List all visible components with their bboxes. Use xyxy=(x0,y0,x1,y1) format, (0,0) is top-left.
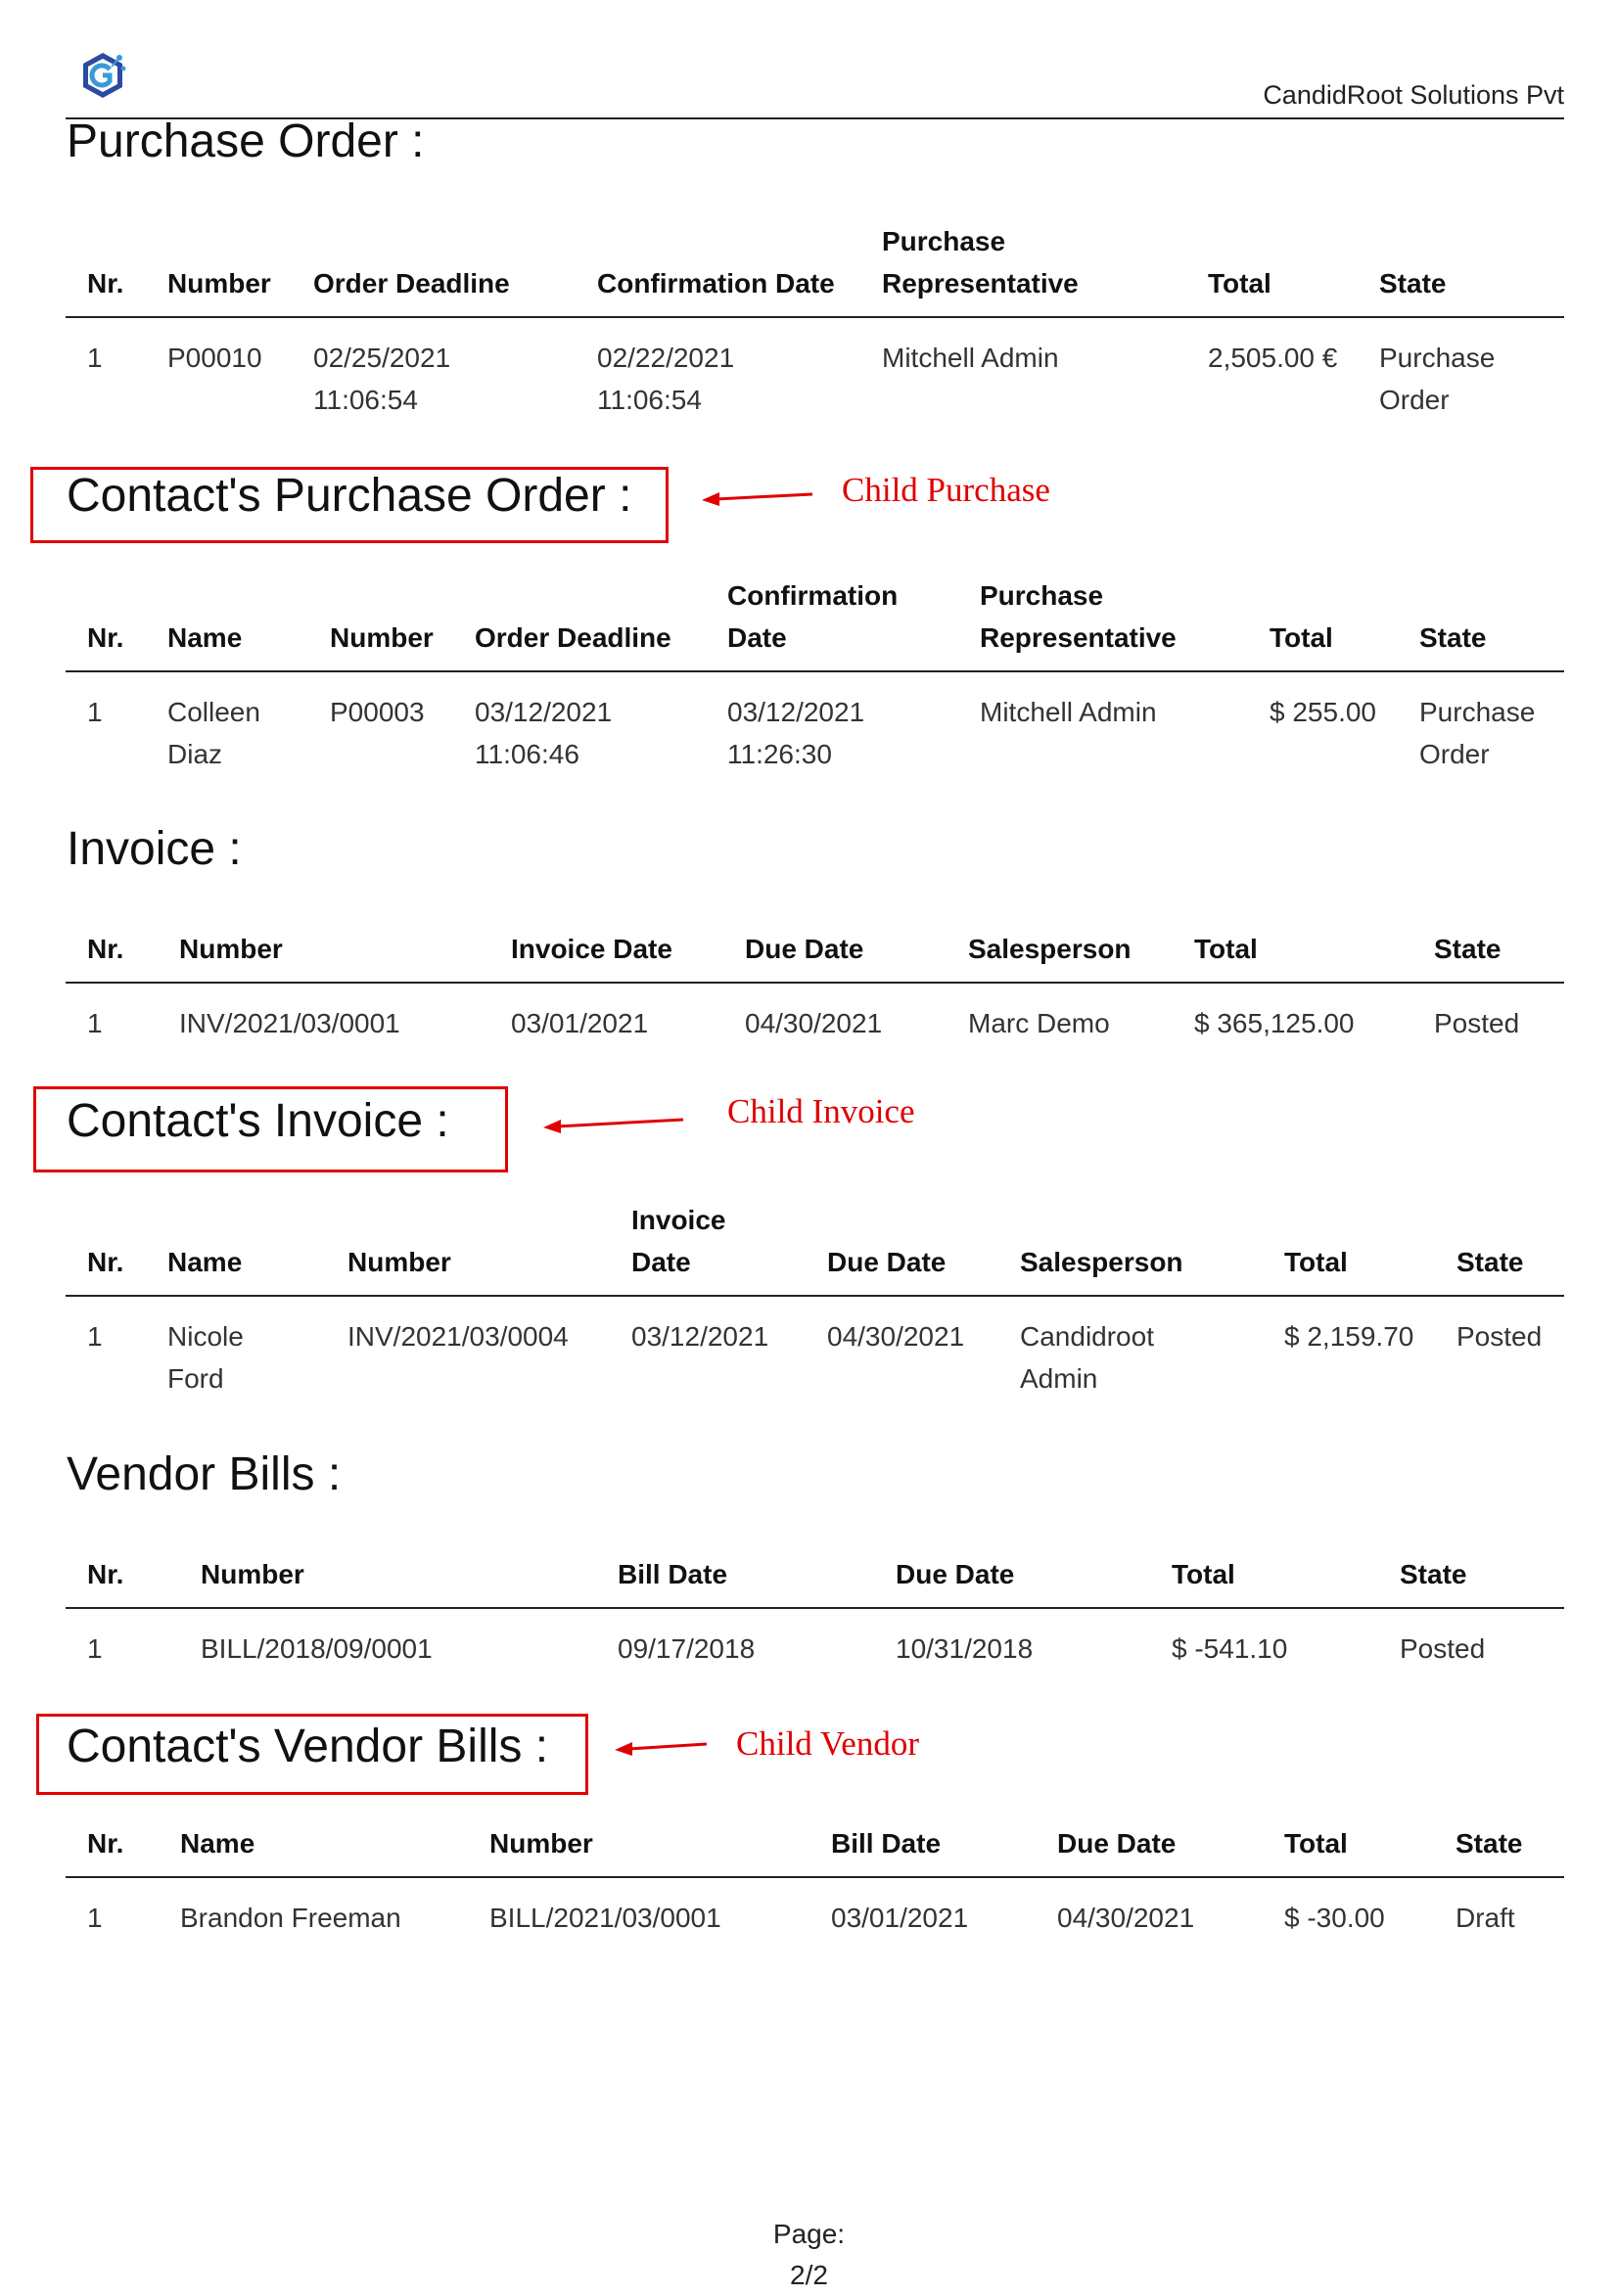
table-cell: $ 255.00 xyxy=(1270,697,1376,727)
table-row xyxy=(66,1609,1564,1694)
column-header: Order Deadline xyxy=(313,268,510,298)
table-cell: Posted xyxy=(1400,1633,1486,1664)
table-row xyxy=(66,318,1564,445)
table-row xyxy=(66,984,1564,1069)
table-header xyxy=(66,912,1564,984)
column-header: Total xyxy=(1172,1559,1235,1589)
page-footer xyxy=(0,2214,1618,2296)
table-cell: 10/31/2018 xyxy=(896,1633,1034,1664)
column-header: Salesperson xyxy=(1020,1247,1183,1277)
column-header: Name xyxy=(167,1247,243,1277)
table-header xyxy=(66,1181,1564,1297)
table-cell: 09/17/2018 xyxy=(618,1633,756,1664)
table-cell: 02/25/2021 11:06:54 xyxy=(313,343,451,415)
table-cell: 03/01/2021 xyxy=(831,1903,969,1933)
contact-invoice-title: Contact's Invoice : xyxy=(67,1095,449,1147)
table-cell: 03/12/2021 11:06:46 xyxy=(475,697,613,769)
column-header: Nr. xyxy=(87,622,124,653)
column-header: Order Deadline xyxy=(475,622,671,653)
table-cell: Draft xyxy=(1456,1903,1515,1933)
column-header: State xyxy=(1434,934,1502,964)
table-cell: 04/30/2021 xyxy=(745,1008,883,1038)
column-header: Number xyxy=(201,1559,304,1589)
table-cell: P00010 xyxy=(167,343,262,373)
table-cell: 04/30/2021 xyxy=(827,1321,965,1352)
purchase-order-title: Purchase Order : xyxy=(67,115,425,167)
column-header: Due Date xyxy=(1057,1828,1177,1859)
column-header: Due Date xyxy=(827,1247,947,1277)
column-header: State xyxy=(1456,1828,1523,1859)
table-cell: Colleen Diaz xyxy=(167,697,260,769)
column-header: Invoice Date xyxy=(511,934,672,964)
column-header: Salesperson xyxy=(968,934,1132,964)
table-cell: INV/2021/03/0001 xyxy=(179,1008,400,1038)
vendor-bills-title: Vendor Bills : xyxy=(67,1448,342,1500)
table-cell: Candidroot Admin xyxy=(1020,1321,1154,1394)
column-header: Number xyxy=(179,934,283,964)
table-cell: 03/12/2021 xyxy=(631,1321,769,1352)
table-cell: Mitchell Admin xyxy=(882,343,1059,373)
column-header: Confirmation Date xyxy=(727,580,899,653)
company-name: CandidRoot Solutions Pvt xyxy=(1263,80,1564,110)
annotation-arrow-icon xyxy=(613,1735,711,1761)
table-cell: $ -541.10 xyxy=(1172,1633,1288,1664)
table-cell: Purchase Order xyxy=(1379,343,1496,415)
column-header: Number xyxy=(489,1828,593,1859)
contact-purchase-order-table xyxy=(66,557,1564,800)
contact-vendor-bills-table xyxy=(66,1807,1564,1963)
column-header: Purchase Representative xyxy=(882,226,1079,298)
purchase-order-table xyxy=(66,203,1564,445)
column-header: Confirmation Date xyxy=(597,268,835,298)
column-header: Total xyxy=(1208,268,1271,298)
column-header: Total xyxy=(1270,622,1333,653)
table-cell: $ 2,159.70 xyxy=(1284,1321,1414,1352)
table-cell: Nicole Ford xyxy=(167,1321,244,1394)
invoice-table xyxy=(66,912,1564,1069)
table-header xyxy=(66,1807,1564,1878)
company-logo-icon xyxy=(78,51,127,100)
column-header: Total xyxy=(1284,1828,1348,1859)
annotation-arrow-icon xyxy=(700,484,817,510)
column-header: Nr. xyxy=(87,268,124,298)
column-header: Nr. xyxy=(87,934,124,964)
contact-invoice-table xyxy=(66,1181,1564,1424)
table-row xyxy=(66,1297,1564,1424)
table-cell: BILL/2021/03/0001 xyxy=(489,1903,721,1933)
table-cell: Brandon Freeman xyxy=(180,1903,401,1933)
table-cell: 1 xyxy=(87,697,103,727)
table-cell: Purchase Order xyxy=(1419,697,1536,769)
table-cell: 04/30/2021 xyxy=(1057,1903,1195,1933)
contact-vendor-bills-title: Contact's Vendor Bills : xyxy=(67,1721,549,1772)
column-header: State xyxy=(1456,1247,1524,1277)
column-header: Total xyxy=(1194,934,1258,964)
table-cell: 1 xyxy=(87,1633,103,1664)
table-cell: 1 xyxy=(87,1903,103,1933)
column-header: Number xyxy=(167,268,271,298)
column-header: Due Date xyxy=(745,934,864,964)
column-header: Nr. xyxy=(87,1828,124,1859)
table-cell: $ 365,125.00 xyxy=(1194,1008,1355,1038)
column-header: Name xyxy=(167,622,243,653)
column-header: Bill Date xyxy=(831,1828,942,1859)
table-cell: Marc Demo xyxy=(968,1008,1110,1038)
column-header: Invoice Date xyxy=(631,1205,726,1277)
column-header: Total xyxy=(1284,1247,1348,1277)
page-number: 2/2 xyxy=(790,2260,828,2290)
column-header: Nr. xyxy=(87,1247,124,1277)
column-header: Nr. xyxy=(87,1559,124,1589)
column-header: State xyxy=(1419,622,1487,653)
table-cell: Posted xyxy=(1456,1321,1543,1352)
table-cell: 1 xyxy=(87,1321,103,1352)
child-vendor-annotation: Child Vendor xyxy=(736,1724,919,1763)
table-cell: 2,505.00 € xyxy=(1208,343,1338,373)
child-invoice-annotation: Child Invoice xyxy=(727,1092,915,1130)
vendor-bills-table xyxy=(66,1538,1564,1694)
table-cell: P00003 xyxy=(330,697,425,727)
table-cell: BILL/2018/09/0001 xyxy=(201,1633,433,1664)
column-header: Due Date xyxy=(896,1559,1015,1589)
invoice-title: Invoice : xyxy=(67,823,242,875)
child-purchase-annotation: Child Purchase xyxy=(842,471,1050,509)
contact-purchase-order-title: Contact's Purchase Order : xyxy=(67,470,632,522)
table-cell: INV/2021/03/0004 xyxy=(347,1321,569,1352)
table-cell: Posted xyxy=(1434,1008,1520,1038)
table-row xyxy=(66,1878,1564,1963)
table-cell: 03/01/2021 xyxy=(511,1008,649,1038)
table-cell: $ -30.00 xyxy=(1284,1903,1385,1933)
annotation-arrow-icon xyxy=(541,1110,688,1135)
table-header xyxy=(66,1538,1564,1609)
table-header xyxy=(66,203,1564,318)
column-header: Purchase Representative xyxy=(980,580,1177,653)
table-cell: 1 xyxy=(87,343,103,373)
table-cell: 02/22/2021 11:06:54 xyxy=(597,343,735,415)
column-header: State xyxy=(1379,268,1447,298)
column-header: Number xyxy=(330,622,434,653)
column-header: Number xyxy=(347,1247,451,1277)
table-header xyxy=(66,557,1564,672)
table-cell: Mitchell Admin xyxy=(980,697,1157,727)
page-label: Page: xyxy=(772,2219,846,2249)
table-cell: 1 xyxy=(87,1008,103,1038)
column-header: Name xyxy=(180,1828,255,1859)
table-cell: 03/12/2021 11:26:30 xyxy=(727,697,865,769)
column-header: Bill Date xyxy=(618,1559,728,1589)
column-header: State xyxy=(1400,1559,1467,1589)
table-row xyxy=(66,672,1564,800)
